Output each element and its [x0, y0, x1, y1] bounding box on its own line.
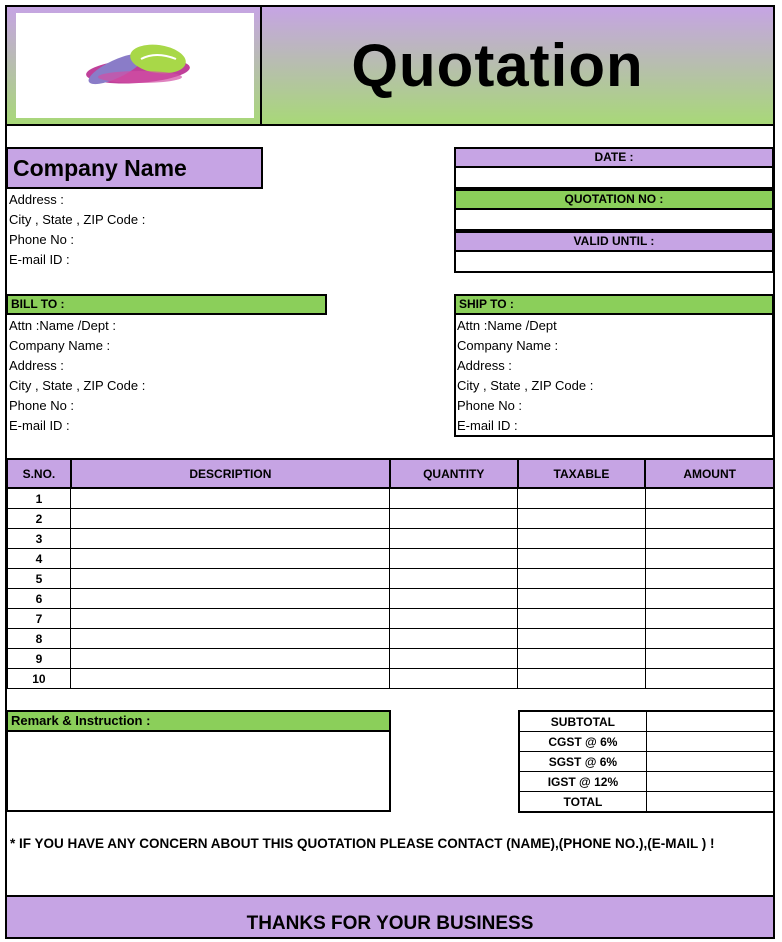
item-sno: 6: [7, 589, 71, 609]
ship-to-label: SHIP TO :: [454, 294, 774, 315]
totals-label: CGST @ 6%: [519, 732, 646, 752]
table-row: [7, 669, 774, 689]
footer-thanks: THANKS FOR YOUR BUSINESS: [5, 895, 775, 939]
item-sno: 10: [7, 669, 71, 689]
table-row: [7, 609, 774, 629]
item-description[interactable]: [71, 589, 390, 609]
bill-to-phone: Phone No :: [9, 398, 75, 413]
item-amount[interactable]: [645, 589, 774, 609]
item-quantity[interactable]: [390, 509, 518, 529]
date-field[interactable]: [454, 168, 774, 189]
document-title: Quotation: [351, 32, 644, 99]
leaf-logo-icon: [16, 13, 254, 118]
item-amount[interactable]: [645, 488, 774, 509]
totals-value[interactable]: [646, 752, 774, 772]
remark-label: Remark & Instruction :: [6, 710, 391, 732]
ship-to-city: City , State , ZIP Code :: [457, 378, 594, 393]
valid-until-label: VALID UNTIL :: [454, 231, 774, 252]
item-quantity[interactable]: [390, 609, 518, 629]
item-quantity[interactable]: [390, 569, 518, 589]
company-phone: Phone No :: [9, 232, 75, 247]
bill-to-city: City , State , ZIP Code :: [9, 378, 146, 393]
ship-to-email: E-mail ID :: [457, 418, 518, 433]
item-quantity[interactable]: [390, 649, 518, 669]
item-quantity[interactable]: [390, 549, 518, 569]
item-description[interactable]: [71, 529, 390, 549]
item-taxable[interactable]: [518, 488, 646, 509]
ship-to-address: Address :: [457, 358, 512, 373]
item-description[interactable]: [71, 549, 390, 569]
item-sno: 9: [7, 649, 71, 669]
item-description[interactable]: [71, 629, 390, 649]
item-amount[interactable]: [645, 669, 774, 689]
item-taxable[interactable]: [518, 509, 646, 529]
ship-to-company: Company Name :: [457, 338, 559, 353]
header-taxable: TAXABLE: [518, 459, 646, 488]
item-taxable[interactable]: [518, 629, 646, 649]
company-name: Company Name: [6, 147, 263, 189]
header-sno: S.NO.: [7, 459, 71, 488]
item-amount[interactable]: [645, 609, 774, 629]
item-quantity[interactable]: [390, 529, 518, 549]
company-details: [9, 190, 259, 270]
table-row: [7, 649, 774, 669]
company-logo: [16, 13, 254, 118]
item-description[interactable]: [71, 649, 390, 669]
totals-row: [519, 711, 774, 732]
bill-to-attn: Attn :Name /Dept :: [9, 318, 116, 333]
item-description[interactable]: [71, 669, 390, 689]
date-label: DATE :: [454, 147, 774, 168]
totals-label: SGST @ 6%: [519, 752, 646, 772]
ship-to-details: [457, 316, 767, 436]
totals-value[interactable]: [646, 772, 774, 792]
item-quantity[interactable]: [390, 589, 518, 609]
item-taxable[interactable]: [518, 529, 646, 549]
item-amount[interactable]: [645, 549, 774, 569]
item-sno: 8: [7, 629, 71, 649]
table-row: [7, 629, 774, 649]
totals-label: TOTAL: [519, 792, 646, 813]
bill-to-address: Address :: [9, 358, 64, 373]
items-header-row: [7, 459, 774, 488]
table-row: [7, 589, 774, 609]
totals-row: [519, 732, 774, 752]
totals-label: SUBTOTAL: [519, 711, 646, 732]
remark-field[interactable]: [6, 732, 391, 812]
bill-to-label: BILL TO :: [6, 294, 327, 315]
table-row: [7, 509, 774, 529]
table-row: [7, 569, 774, 589]
item-sno: 5: [7, 569, 71, 589]
quotation-no-label: QUOTATION NO :: [454, 189, 774, 210]
header-description: DESCRIPTION: [71, 459, 390, 488]
item-taxable[interactable]: [518, 669, 646, 689]
item-sno: 7: [7, 609, 71, 629]
ship-to-phone: Phone No :: [457, 398, 523, 413]
item-description[interactable]: [71, 569, 390, 589]
item-sno: 2: [7, 509, 71, 529]
totals-row: [519, 752, 774, 772]
item-taxable[interactable]: [518, 609, 646, 629]
item-quantity[interactable]: [390, 488, 518, 509]
totals-value[interactable]: [646, 732, 774, 752]
table-row: [7, 488, 774, 509]
item-quantity[interactable]: [390, 629, 518, 649]
header-quantity: QUANTITY: [390, 459, 518, 488]
item-amount[interactable]: [645, 529, 774, 549]
item-taxable[interactable]: [518, 549, 646, 569]
item-amount[interactable]: [645, 509, 774, 529]
totals-row: [519, 772, 774, 792]
item-taxable[interactable]: [518, 589, 646, 609]
totals-value[interactable]: [646, 792, 774, 813]
quotation-no-field[interactable]: [454, 210, 774, 231]
valid-until-field[interactable]: [454, 252, 774, 273]
item-sno: 3: [7, 529, 71, 549]
item-description[interactable]: [71, 488, 390, 509]
item-taxable[interactable]: [518, 649, 646, 669]
header-title-panel: [262, 5, 775, 126]
contact-notice: * IF YOU HAVE ANY CONCERN ABOUT THIS QUOTATION PLEASE CONTACT (NAME),(PHONE NO.),(E-MAIL ) !: [10, 836, 715, 851]
table-row: [7, 529, 774, 549]
totals-value[interactable]: [646, 711, 774, 732]
item-amount[interactable]: [645, 629, 774, 649]
item-taxable[interactable]: [518, 569, 646, 589]
items-table: [6, 458, 775, 689]
item-sno: 4: [7, 549, 71, 569]
item-quantity[interactable]: [390, 669, 518, 689]
company-address: Address :: [9, 192, 64, 207]
bill-to-details: [9, 316, 319, 436]
bill-to-email: E-mail ID :: [9, 418, 70, 433]
item-description[interactable]: [71, 609, 390, 629]
item-amount[interactable]: [645, 649, 774, 669]
ship-to-attn: Attn :Name /Dept: [457, 318, 557, 333]
totals-row: [519, 792, 774, 813]
totals-label: IGST @ 12%: [519, 772, 646, 792]
table-row: [7, 549, 774, 569]
item-amount[interactable]: [645, 569, 774, 589]
item-sno: 1: [7, 488, 71, 509]
company-city: City , State , ZIP Code :: [9, 212, 146, 227]
header-amount: AMOUNT: [645, 459, 774, 488]
company-email: E-mail ID :: [9, 252, 70, 267]
item-description[interactable]: [71, 509, 390, 529]
bill-to-company: Company Name :: [9, 338, 111, 353]
totals-table: [518, 710, 775, 813]
